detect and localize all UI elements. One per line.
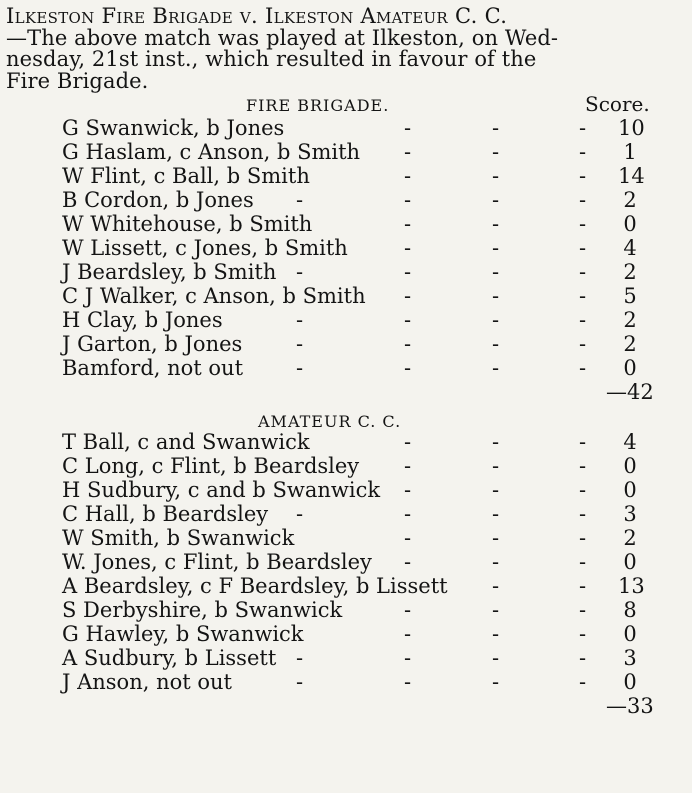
leader-dash: -	[296, 332, 304, 356]
fire-brigade-batsman: J Garton, b Jones	[62, 332, 243, 356]
fire-brigade-runs: 5	[623, 284, 637, 308]
newspaper-clipping	[6, 6, 688, 718]
leader-dash: -	[579, 574, 587, 598]
fire-brigade-row	[6, 236, 688, 260]
leader-dash: -	[404, 284, 412, 308]
leader-dash: -	[579, 430, 587, 454]
leader-dash: -	[492, 140, 500, 164]
fire-brigade-runs: 2	[623, 260, 637, 284]
fire-brigade-row	[6, 188, 688, 212]
amateur-runs: 3	[623, 646, 637, 670]
fire-brigade-runs: 1	[623, 140, 637, 164]
amateur-batsman: W Smith, b Swanwick	[62, 526, 295, 550]
leader-dash: -	[404, 332, 412, 356]
leader-dash: -	[296, 502, 304, 526]
amateur-row	[6, 574, 688, 598]
intro-line-2	[6, 25, 688, 50]
fire-brigade-total-row	[6, 380, 688, 404]
leader-dash: -	[492, 646, 500, 670]
fire-brigade-row	[6, 260, 688, 284]
fire-brigade-row	[6, 164, 688, 188]
leader-dash: -	[404, 140, 412, 164]
leader-dash: -	[492, 478, 500, 502]
intro-text-2: nesday, 21st inst., which resulted in favour of the	[6, 47, 537, 71]
leader-dash: -	[404, 598, 412, 622]
amateur-row	[6, 670, 688, 694]
amateur-batsman: C Long, c Flint, b Beardsley	[62, 454, 360, 478]
leader-dash: -	[492, 116, 500, 140]
fire-brigade-row	[6, 308, 688, 332]
amateur-batsman: A Beardsley, c F Beardsley, b Lissett	[62, 574, 448, 598]
fire-brigade-heading-row	[6, 92, 688, 116]
amateur-runs: 0	[623, 622, 637, 646]
fire-brigade-row	[6, 212, 688, 236]
amateur-runs: 0	[623, 550, 637, 574]
leader-dash: -	[492, 430, 500, 454]
leader-dash: -	[296, 356, 304, 380]
leader-dash: -	[404, 454, 412, 478]
fire-brigade-scorecard	[6, 116, 688, 380]
leader-dash: -	[296, 646, 304, 670]
leader-dash: -	[579, 164, 587, 188]
leader-dash: -	[579, 526, 587, 550]
leader-dash: -	[404, 550, 412, 574]
leader-dash: -	[404, 236, 412, 260]
leader-dash: -	[492, 332, 500, 356]
leader-dash: -	[296, 308, 304, 332]
amateur-runs: 13	[618, 574, 645, 598]
leader-dash: -	[404, 260, 412, 284]
leader-dash: -	[492, 454, 500, 478]
amateur-total-row	[6, 694, 688, 718]
leader-dash: -	[492, 308, 500, 332]
leader-dash: -	[492, 574, 500, 598]
intro-line-4	[6, 68, 688, 93]
amateur-row	[6, 622, 688, 646]
amateur-row	[6, 526, 688, 550]
leader-dash: -	[404, 478, 412, 502]
leader-dash: -	[404, 116, 412, 140]
leader-dash: -	[404, 526, 412, 550]
amateur-row	[6, 646, 688, 670]
amateur-runs: 2	[623, 526, 637, 550]
leader-dash: -	[404, 646, 412, 670]
amateur-runs: 4	[623, 430, 637, 454]
leader-dash: -	[579, 356, 587, 380]
fire-brigade-row	[6, 140, 688, 164]
fire-brigade-runs: 0	[623, 356, 637, 380]
leader-dash: -	[492, 236, 500, 260]
leader-dash: -	[492, 260, 500, 284]
leader-dash: -	[579, 622, 587, 646]
fire-brigade-batsman: W Lissett, c Jones, b Smith	[62, 236, 348, 260]
amateur-runs: 0	[623, 670, 637, 694]
intro-line-1	[6, 6, 688, 28]
amateur-batsman: W. Jones, c Flint, b Beardsley	[62, 550, 372, 574]
amateur-row	[6, 598, 688, 622]
amateur-row	[6, 502, 688, 526]
fire-brigade-row	[6, 332, 688, 356]
amateur-runs: 3	[623, 502, 637, 526]
amateur-runs: 8	[623, 598, 637, 622]
fire-brigade-row	[6, 116, 688, 140]
match-report-intro	[6, 6, 688, 92]
amateur-row	[6, 550, 688, 574]
amateur-runs: 0	[623, 454, 637, 478]
fire-brigade-runs: 0	[623, 212, 637, 236]
fire-brigade-batsman: W Whitehouse, b Smith	[62, 212, 313, 236]
amateur-batsman: A Sudbury, b Lissett	[62, 646, 277, 670]
amateur-row	[6, 454, 688, 478]
leader-dash: -	[492, 356, 500, 380]
amateur-batsman: S Derbyshire, b Swanwick	[62, 598, 343, 622]
fire-brigade-total: —42	[606, 380, 654, 404]
leader-dash: -	[404, 188, 412, 212]
amateur-heading: AMATEUR C. C.	[258, 412, 402, 431]
amateur-total: —33	[606, 694, 654, 718]
leader-dash: -	[404, 430, 412, 454]
fire-brigade-runs: 14	[618, 164, 645, 188]
leader-dash: -	[404, 164, 412, 188]
leader-dash: -	[492, 622, 500, 646]
leader-dash: -	[492, 164, 500, 188]
fire-brigade-batsman: G Swanwick, b Jones	[62, 116, 285, 140]
leader-dash: -	[579, 212, 587, 236]
leader-dash: -	[492, 670, 500, 694]
fire-brigade-runs: 10	[618, 116, 645, 140]
amateur-row	[6, 430, 688, 454]
fire-brigade-row	[6, 284, 688, 308]
intro-text-1: —The above match was played at Ilkeston, on Wed-	[6, 25, 559, 50]
amateur-heading-row	[6, 404, 688, 430]
leader-dash: -	[579, 598, 587, 622]
fire-brigade-batsman: W Flint, c Ball, b Smith	[62, 164, 310, 188]
leader-dash: -	[296, 188, 304, 212]
leader-dash: -	[404, 308, 412, 332]
leader-dash: -	[579, 284, 587, 308]
fire-brigade-runs: 2	[623, 308, 637, 332]
leader-dash: -	[579, 236, 587, 260]
leader-dash: -	[579, 140, 587, 164]
leader-dash: -	[579, 188, 587, 212]
score-column-heading: Score.	[585, 92, 650, 116]
amateur-row	[6, 478, 688, 502]
leader-dash: -	[404, 670, 412, 694]
fire-brigade-row	[6, 356, 688, 380]
fire-brigade-runs: 2	[623, 332, 637, 356]
fire-brigade-heading: FIRE BRIGADE.	[246, 96, 390, 115]
match-headline: Ilkeston Fire Brigade v. Ilkeston Amateur C. C.	[6, 4, 508, 28]
amateur-batsman: T Ball, c and Swanwick	[62, 430, 310, 454]
intro-line-3	[6, 49, 688, 71]
leader-dash: -	[579, 308, 587, 332]
leader-dash: -	[579, 646, 587, 670]
leader-dash: -	[579, 332, 587, 356]
intro-text-3: Fire Brigade.	[6, 68, 149, 93]
amateur-batsman: C Hall, b Beardsley	[62, 502, 269, 526]
fire-brigade-runs: 2	[623, 188, 637, 212]
leader-dash: -	[579, 502, 587, 526]
leader-dash: -	[579, 260, 587, 284]
amateur-batsman: H Sudbury, c and b Swanwick	[62, 478, 381, 502]
leader-dash: -	[492, 188, 500, 212]
fire-brigade-runs: 4	[623, 236, 637, 260]
leader-dash: -	[492, 502, 500, 526]
leader-dash: -	[296, 260, 304, 284]
amateur-scorecard	[6, 430, 688, 694]
fire-brigade-batsman: J Beardsley, b Smith	[62, 260, 277, 284]
leader-dash: -	[579, 478, 587, 502]
leader-dash: -	[579, 116, 587, 140]
leader-dash: -	[296, 670, 304, 694]
fire-brigade-batsman: Bamford, not out	[62, 356, 244, 380]
leader-dash: -	[404, 622, 412, 646]
leader-dash: -	[492, 598, 500, 622]
amateur-runs: 0	[623, 478, 637, 502]
fire-brigade-batsman: C J Walker, c Anson, b Smith	[62, 284, 366, 308]
leader-dash: -	[492, 284, 500, 308]
leader-dash: -	[579, 454, 587, 478]
amateur-batsman: J Anson, not out	[62, 670, 232, 694]
amateur-batsman: G Hawley, b Swanwick	[62, 622, 304, 646]
fire-brigade-batsman: G Haslam, c Anson, b Smith	[62, 140, 361, 164]
leader-dash: -	[404, 502, 412, 526]
leader-dash: -	[404, 356, 412, 380]
leader-dash: -	[404, 212, 412, 236]
fire-brigade-batsman: B Cordon, b Jones	[62, 188, 254, 212]
leader-dash: -	[492, 526, 500, 550]
leader-dash: -	[492, 212, 500, 236]
leader-dash: -	[579, 550, 587, 574]
leader-dash: -	[492, 550, 500, 574]
leader-dash: -	[579, 670, 587, 694]
fire-brigade-batsman: H Clay, b Jones	[62, 308, 223, 332]
